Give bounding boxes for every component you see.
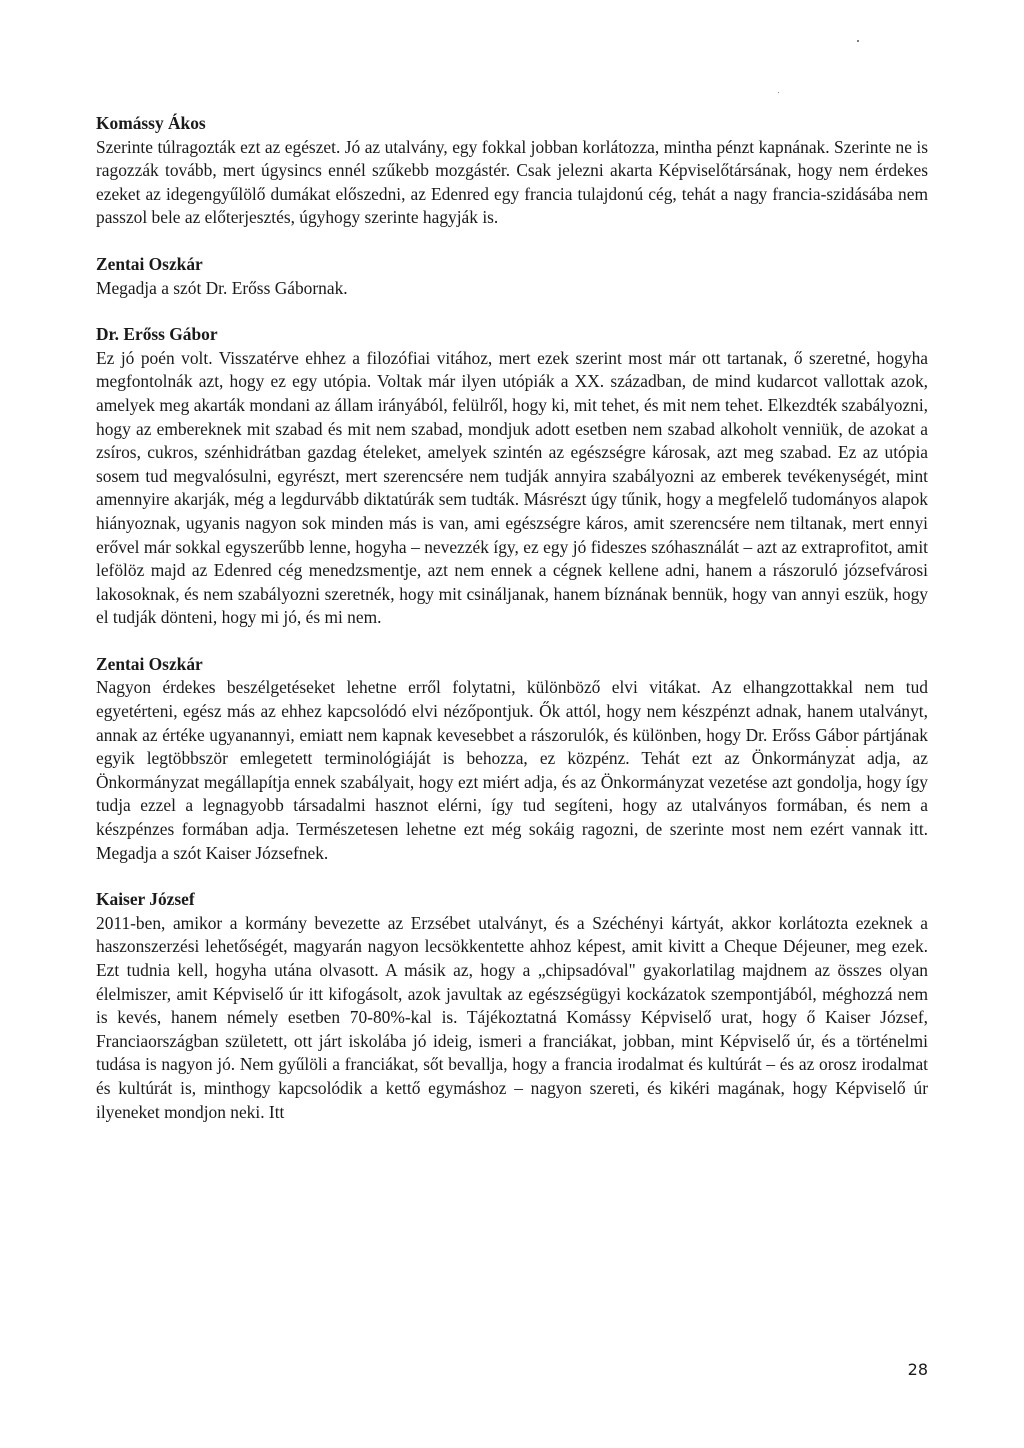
speaker-name: Komássy Ákos: [96, 113, 206, 133]
scan-speck: [778, 92, 779, 93]
speech-text: Nagyon érdekes beszélgetéseket lehetne erről folytatni, különböző elvi vitákat. Az elhangzottakkal nem tud egyetérteni, egész más az ehhez kapcsolódó elvi nézőpontjuk. Ők attól, hogy nem készpénzt adnak, hanem utalványt, annak az értéke ugyanannyi, emiatt nem kapnak kevesebbet a rászorulók, és különben, hogy Dr. Erőss Gábor pártjának egyik legtöbbször emlegetett terminológiáját is behozza, ez közpénz. Tehát ezt az Önkormányzat adja, az Önkormányzat megállapítja ennek szabályait, hogy ezt miért adja, és az Önkormányzat vezetése azt gondolja, hogy így tudja ezzel a legnagyobb társadalmi hasznot elérni, így tud segíteni, hogy az utalványos formában, és nem a készpénzes formában adja. Természetesen lehetne ezt még sokáig ragozni, de szerinte most nem ezért vannak itt. Megadja a szót Kaiser Józsefnek.: [96, 677, 928, 863]
document-page: [96, 112, 928, 1147]
speaker-name: Zentai Oszkár: [96, 253, 203, 274]
speech-text: 2011-ben, amikor a kormány bevezette az Erzsébet utalványt, és a Széchényi kártyát, akkor korlátozta ezeknek a haszonszerzési lehetőségét, magyarán nagyon lecsökkentette ahhoz képest, amit kivitt a Cheque Déjeuner, meg ezek. Ezt tudnia kell, hogyha utána olvasott. A másik az, hogy a „chipsadóval" gyakorlatilag majdnem az összes olyan élelmiszer, amit Képviselő úr itt kifogásolt, azok javultak az egészségügyi kockázatok szempontjából, méghozzá nem is kevés, hanem némely esetben 70-80%-kal is. Tájékoztatná Komássy Képviselő urat, hogy ő Kaiser József, Franciaországban született, ott járt iskolába jó ideig, ismeri a franciákat, jobban, mint Képviselő úr, és a történelmi tudása is nagyon jó. Nem gyűlöli a franciákat, sőt bevallja, hogy a francia irodalmat és kultúrát – és az orosz irodalmat és kultúrát is, minthogy kapcsolódik a kettő egymáshoz – nagyon szereti, és kikéri magának, hogy Képviselő úr ilyeneket mondjon neki. Itt: [96, 912, 928, 1122]
speech-block: [96, 112, 928, 230]
speech-block: [96, 653, 928, 865]
speech-block: [96, 888, 928, 1124]
speaker-name: Zentai Oszkár: [96, 653, 203, 674]
speech-text: Ez jó poén volt. Visszatérve ehhez a filozófiai vitához, mert ezek szerint most már ott tartanak, ő szeretné, hogyha megfontolnák azt, hogy ez egy utópia. Voltak már ilyen utópiák a XX. században, de mind kudarcot vallottak azok, amelyek meg akarták mondani az állam irányából, felülről, hogy ki, mit tehet, és mit nem tehet. Elkezdték szabályozni, hogy az embereknek mit szabad és mit nem szabad, mondjuk adott esetben nem szabad alkoholt venniük, de azokat a zsíros, cukros, szénhidrátban gazdag ételeket, amelyek szintén az egészségre károsak, azt meg szabad. Ez az utópia sosem tud megvalósulni, egyrészt, mert szerencsére nem tudják annyira szabályozni az emberek tevékenységét, mint amennyire akarják, még a legdurvább diktatúrák sem tudták. Másrészt úgy tűnik, hogy a megfelelő tudományos alapok hiányoznak, ugyanis nagyon sok minden más is van, ami egészségre káros, amit szerencsére nem tiltanak, mert ennyi erővel már sokkal egyszerűbb lenne, hogyha – nevezzék így, ez egy jó fideszes szóhasználát – azt az extraprofitot, amit lefölöz majd az Edenred cég menedzsmentje, azt nem ennek a cégnek kellene adni, hanem a rászoruló józsefvárosi lakosoknak, és nem szabályozni szeretnék, hogy mit csináljanak, hanem bíznának bennük, hogy van annyi eszük, hogy el tudják dönteni, hogy mi jó, és mi nem.: [96, 347, 928, 628]
speech-text: Szerinte túlragozták ezt az egészet. Jó az utalvány, egy fokkal jobban korlátozza, mintha pénzt kapnának. Szerinte ne is ragozzák tovább, mert úgysincs ennél szűkebb mozgástér. Csak jelezni akarta Képviselőtársának, hogy nem érdekes ezeket az idegengyűlölő dumákat előszedni, az Edenred egy francia tulajdonú cég, tehát a nagy francia-szidásába nem passzol bele az előterjesztés, úgyhogy szerinte hagyják is.: [96, 136, 928, 228]
speech-block: [96, 323, 928, 630]
page-number: 28: [907, 1360, 928, 1379]
speaker-name: Dr. Erőss Gábor: [96, 324, 218, 345]
scan-speck: [857, 40, 859, 42]
speech-text: Megadja a szót Dr. Erőss Gábornak.: [96, 277, 348, 298]
speaker-name: Kaiser József: [96, 889, 195, 910]
speech-block: [96, 253, 928, 300]
